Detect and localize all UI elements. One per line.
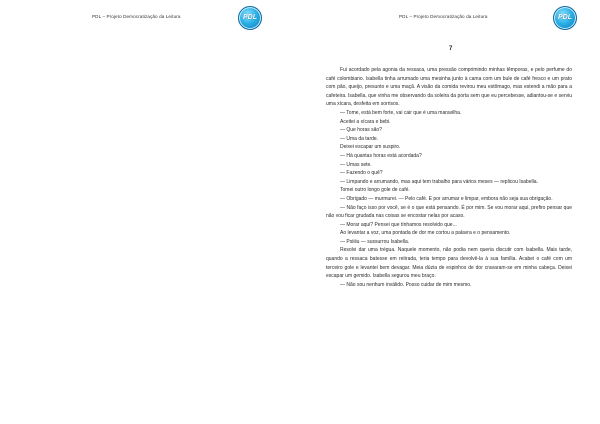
page-header: PDL – Projeto Democratização da Leitura	[399, 14, 488, 19]
paragraph: — Uma da tarde.	[340, 135, 379, 142]
logo-text: PDL	[558, 14, 572, 21]
paragraph: — Morar aqui? Pensei que tínhamos resolvido que...	[340, 221, 457, 228]
paragraph: Resolvi dar uma trégua. Naquele momento, não podia nem queria discutir com Isabella. Mais tarde, quando a ressaca batesse em retirada, teria tempo para devolvê-la à sua família. Acabei o café com um terceiro gole e levantei bem devagar. Meia dúzia de espinhos de dor cravaram-se em minha cabeça. Deixei escapar um gemido. Isabella segurou meu braço.	[326, 247, 572, 280]
paragraph: — Umas sete.	[340, 161, 372, 168]
paragraph: Tomei outro longo gole de café.	[340, 187, 410, 194]
paragraph: — Que horas são?	[340, 127, 382, 134]
paragraph: — Psiiiiu — sussurrou Isabella.	[340, 238, 410, 245]
paragraph: — Tome, está bem forte, vai cair que é uma maravilha.	[340, 109, 462, 116]
logo-text: PDL	[243, 14, 257, 21]
paragraph: — Não faço isso por você, se é o que está pensando. É por mim. Se vou morar aqui, prefiro pensar que não vou ficar grudada nas coisas se encostar nelas por acaso.	[326, 204, 572, 220]
body-text	[326, 66, 572, 289]
paragraph: Deixei escapar um suspiro.	[340, 144, 401, 151]
pdl-logo-icon	[238, 6, 262, 30]
pdl-logo-icon	[553, 6, 577, 30]
paragraph: — Limpando e arrumando, mas aqui tem trabalho para vários meses — replicou Isabella.	[340, 178, 538, 185]
paragraph: — Fazendo o quê?	[340, 170, 383, 177]
paragraph: Aceitei a xícara e bebi.	[340, 118, 391, 125]
page-header: PDL – Projeto Democratização da Leitura	[92, 14, 181, 19]
paragraph: — Há quantas horas está acordada?	[340, 152, 422, 159]
paragraph: Fui acordado pela agonia da ressaca, uma pressão comprimindo minhas têmporas, e pelo perfume do café colombiano. Isabella tinha arrumado uma mesinha junto à cama com um bule de café fresco e um prato com pão, queijo, presunto e uma maçã. A visão da comida revirou meu estômago, mas estendi a mão para a cafeteira. Isabella, que vinha me observando da soleira da porta sem que eu percebesse, adiantou-se e serviu uma xícara, desfeita em sorrisos.	[326, 67, 572, 108]
paragraph: — Não sou nenhum inválido. Posso cuidar de mim mesmo.	[340, 281, 472, 288]
paragraph: Ao levantar a voz, uma pontada de dor me cortou a palavra e o pensamento.	[340, 230, 511, 237]
right-page	[300, 0, 600, 424]
page-number: 7	[449, 46, 453, 52]
paragraph: — Obrigado — murmurei. — Pelo café. E por arrumar e limpar, embora não seja sua obrigação.	[340, 195, 553, 202]
